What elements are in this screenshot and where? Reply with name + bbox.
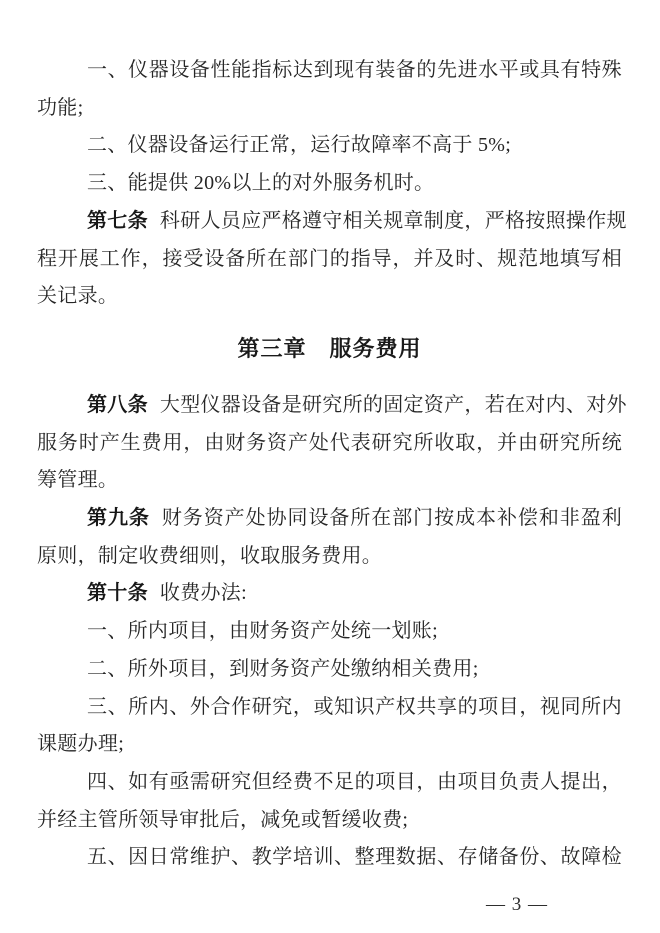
article-10-text: 收费办法: xyxy=(159,582,247,605)
chapter-heading: 第三章 服务费用 xyxy=(237,335,422,361)
article-10-line xyxy=(37,575,622,613)
article-9-line xyxy=(37,500,622,538)
article-8-label: 第八条 xyxy=(87,393,148,416)
list-item-2: 二、所外项目，到财务资产处缴纳相关费用; xyxy=(87,657,479,680)
article-10-label: 第十条 xyxy=(87,582,148,605)
body-line: 原则，制定收费细则，收取服务费用。 xyxy=(37,544,383,567)
article-8-text: 大型仪器设备是研究所的固定资产，若在对内、对外 xyxy=(159,393,627,416)
body-line: 关记录。 xyxy=(37,285,119,308)
list-item-4-continued: 并经主管所领导审批后，减免或暂缓收费; xyxy=(37,808,409,831)
list-item-3: 三、所内、外合作研究，或知识产权共享的项目，视同所内 xyxy=(87,695,622,718)
article-8-line xyxy=(37,387,627,425)
article-7-label: 第七条 xyxy=(87,209,148,232)
body-line: 服务时产生费用，由财务资产处代表研究所收取，并由研究所统 xyxy=(37,431,622,454)
list-item-5: 五、因日常维护、教学培训、整理数据、存储备份、故障检 xyxy=(87,846,622,869)
list-item-3-continued: 课题办理; xyxy=(37,733,125,756)
body-line: 一、仪器设备性能指标达到现有装备的先进水平或具有特殊 xyxy=(87,59,622,81)
article-7-text: 科研人员应严格遵守相关规章制度，严格按照操作规 xyxy=(159,209,627,232)
body-line: 功能; xyxy=(37,96,84,119)
article-7-line xyxy=(37,203,627,241)
page-number: — 3 — xyxy=(486,894,548,915)
body-line: 二、仪器设备运行正常，运行故障率不高于 5%; xyxy=(87,134,512,157)
document-body xyxy=(37,52,627,877)
body-line: 三、能提供 20%以上的对外服务机时。 xyxy=(87,172,435,195)
body-line: 筹管理。 xyxy=(37,469,119,492)
list-item-4: 四、如有亟需研究但经费不足的项目，由项目负责人提出， xyxy=(87,770,622,793)
body-line: 程开展工作，接受设备所在部门的指导，并及时、规范地填写相 xyxy=(37,247,622,270)
article-9-label: 第九条 xyxy=(87,507,150,530)
article-9-text: 财务资产处协同设备所在部门按成本补偿和非盈利 xyxy=(161,507,622,530)
list-item-1: 一、所内项目，由财务资产处统一划账; xyxy=(87,620,438,643)
